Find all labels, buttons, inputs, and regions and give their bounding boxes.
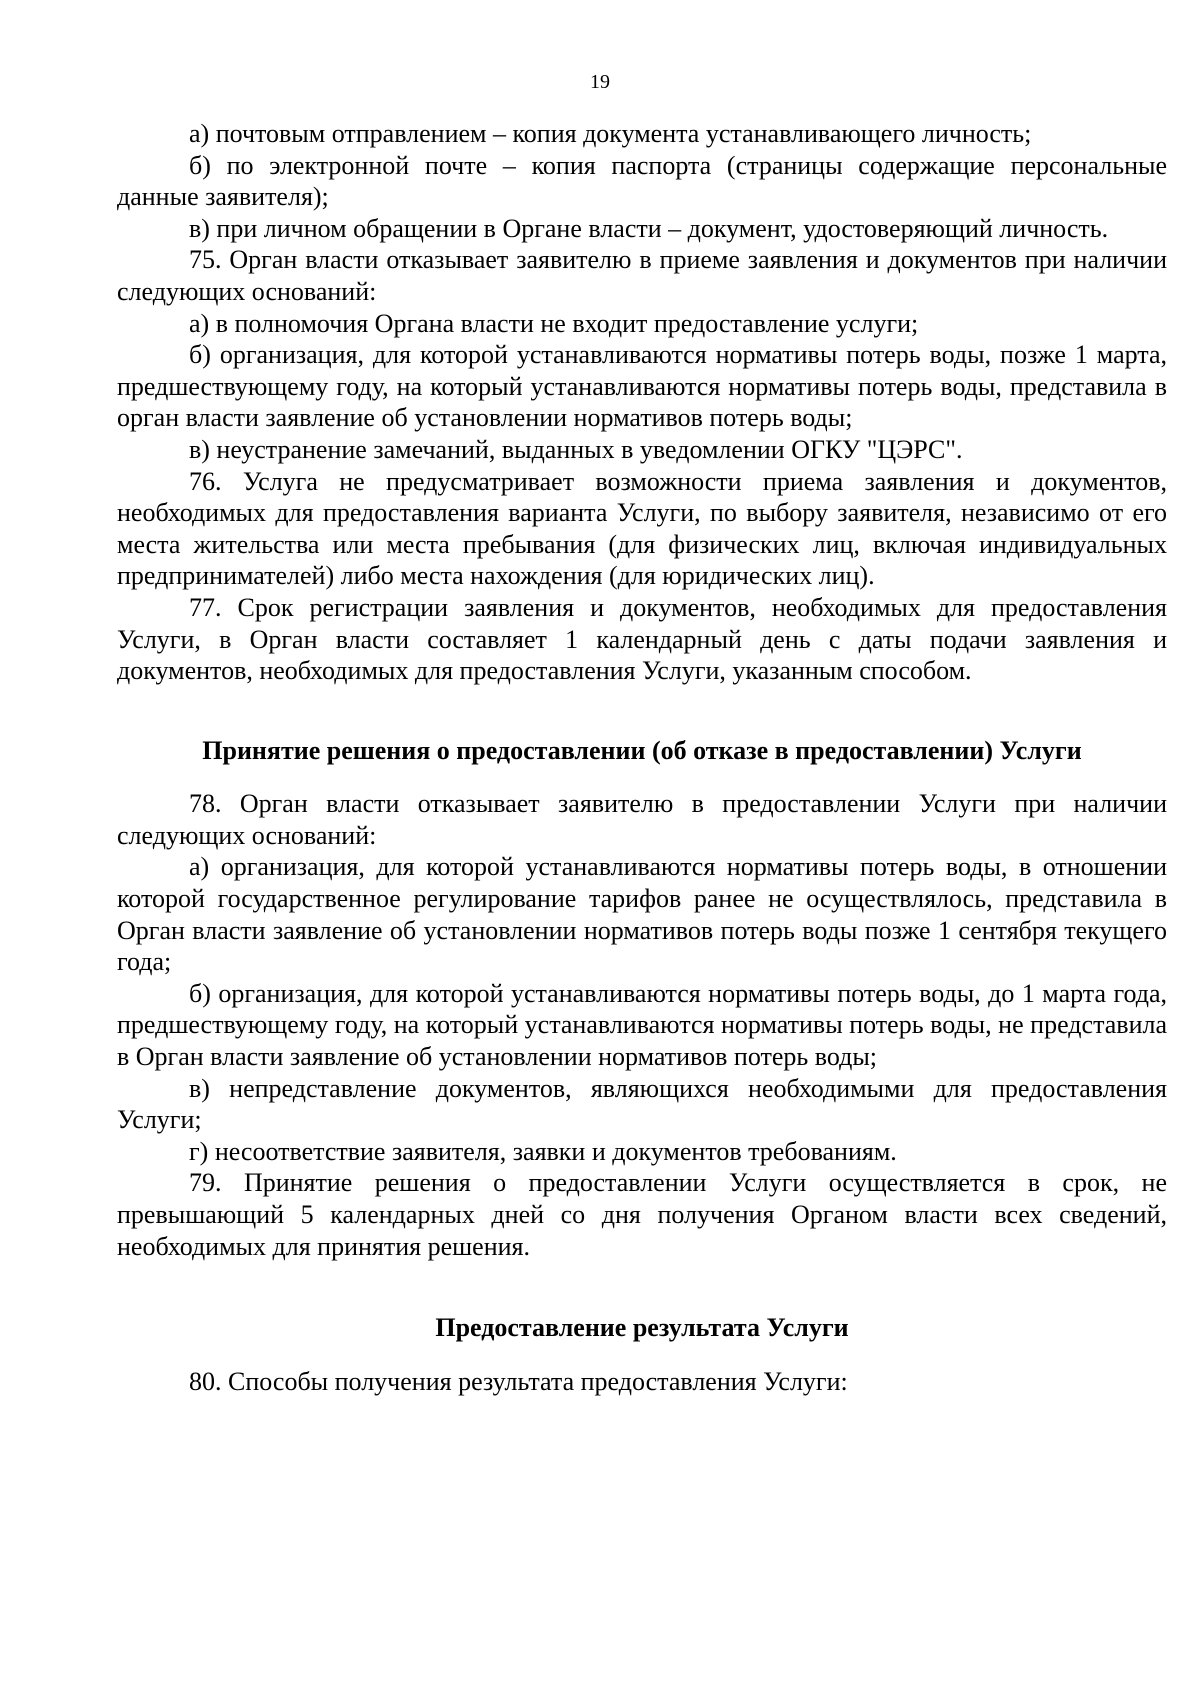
paragraph-78-v: в) непредставление документов, являющихся необходимыми для предоставления Услуги; xyxy=(117,1073,1167,1135)
section-heading-result: Предоставление результата Услуги xyxy=(435,1313,849,1343)
paragraph-item-b-email: б) по электронной почте – копия паспорта (страницы содержащие персональные данные заявителя); xyxy=(117,150,1167,212)
page-number: 19 xyxy=(590,71,610,93)
paragraph-80: 80. Способы получения результата предоставления Услуги: xyxy=(189,1366,848,1396)
paragraph-75-b: б) организация, для которой устанавливаются нормативы потерь воды, позже 1 марта, предшествующему году, на который устанавливаются нормативы потерь воды, представила в орган власти заявление об установлении нормативов потерь воды; xyxy=(117,340,1167,433)
paragraph-75-v: в) неустранение замечаний, выданных в уведомлении ОГКУ "ЦЭРС". xyxy=(189,434,963,464)
paragraph-78-g: г) несоответствие заявителя, заявки и документов требованиям. xyxy=(189,1136,897,1166)
document-body xyxy=(117,118,1167,1397)
paragraph-77: 77. Срок регистрации заявления и документов, необходимых для предоставления Услуги, в Орган власти составляет 1 календарный день с даты подачи заявления и документов, необходимых для предоставления Услуги, указанным способом. xyxy=(117,592,1167,686)
paragraph-78: 78. Орган власти отказывает заявителю в предоставлении Услуги при наличии следующих оснований: xyxy=(117,789,1167,850)
section-heading-decision: Принятие решения о предоставлении (об отказе в предоставлении) Услуги xyxy=(202,735,1082,765)
paragraph-75: 75. Орган власти отказывает заявителю в приеме заявления и документов при наличии следующих оснований: xyxy=(117,245,1167,306)
paragraph-76: 76. Услуга не предусматривает возможности приема заявления и документов, необходимых для предоставления варианта Услуги, по выбору заявителя, независимо от его места жительства или места пребывания (для физических лиц, включая индивидуальных предпринимателей) либо места нахождения (для юридических лиц). xyxy=(117,466,1167,591)
paragraph-75-a: а) в полномочия Органа власти не входит предоставление услуги; xyxy=(189,308,919,338)
paragraph-item-a-postal: а) почтовым отправлением – копия документа устанавливающего личность; xyxy=(189,119,1032,148)
paragraph-78-b: б) организация, для которой устанавливаются нормативы потерь воды, до 1 марта года, предшествующему году, на который устанавливаются нормативы потерь воды, не представила в Орган власти заявление об установлении нормативов потерь воды; xyxy=(117,978,1167,1072)
paragraph-79: 79. Принятие решения о предоставлении Услуги осуществляется в срок, не превышающий 5 календарных дней со дня получения Органом власти всех сведений, необходимых для принятия решения. xyxy=(117,1168,1167,1261)
paragraph-item-v-in-person: в) при личном обращении в Органе власти – документ, удостоверяющий личность. xyxy=(189,213,1109,243)
paragraph-78-a: а) организация, для которой устанавливаются нормативы потерь воды, в отношении которой государственное регулирование тарифов ранее не осуществлялось, представила в Орган власти заявление об установлении нормативов потерь воды позже 1 сентября текущего года; xyxy=(117,852,1167,977)
